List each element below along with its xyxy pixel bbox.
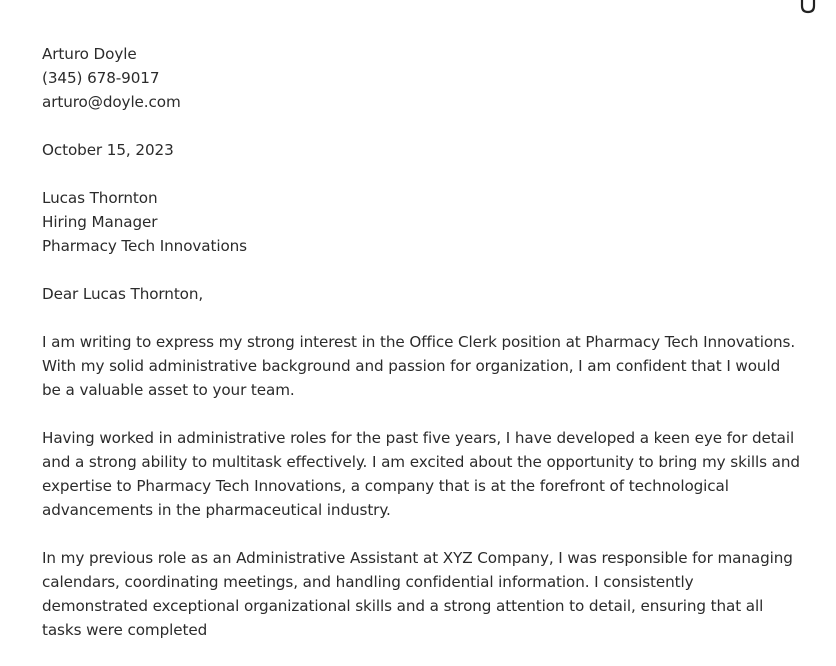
sender-email: arturo@doyle.com	[42, 93, 181, 111]
sender-name: Arturo Doyle	[42, 45, 137, 63]
cover-letter	[42, 42, 802, 666]
recipient-title: Hiring Manager	[42, 213, 158, 231]
greeting: Dear Lucas Thornton,	[42, 285, 204, 303]
recipient-name: Lucas Thornton	[42, 189, 158, 207]
body-paragraph-1: I am writing to express my strong interest in the Office Clerk position at Pharmacy Tech Innovations. With my solid administrative background and passion for organization, I am confident that I would be a valuable asset to your team.	[42, 333, 796, 399]
date-block	[42, 138, 802, 162]
paperclip-icon	[798, 0, 818, 16]
sender-block	[42, 42, 802, 114]
letter-date: October 15, 2023	[42, 141, 174, 159]
recipient-company: Pharmacy Tech Innovations	[42, 237, 247, 255]
recipient-block	[42, 186, 802, 258]
sender-phone: (345) 678-9017	[42, 69, 160, 87]
greeting-block	[42, 282, 802, 306]
body-paragraph-3: In my previous role as an Administrative Assistant at XYZ Company, I was responsible for managing calendars, coordinating meetings, and handling confidential information. I consistently demonstrated exceptional organizational skills and a strong attention to detail, ensuring that all tasks were completed	[42, 549, 793, 639]
body-paragraph-2: Having worked in administrative roles for the past five years, I have developed a keen eye for detail and a strong ability to multitask effectively. I am excited about the opportunity to bring my skills and expertise to Pharmacy Tech Innovations, a company that is at the forefront of technological advancements in the pharmaceutical industry.	[42, 429, 800, 519]
